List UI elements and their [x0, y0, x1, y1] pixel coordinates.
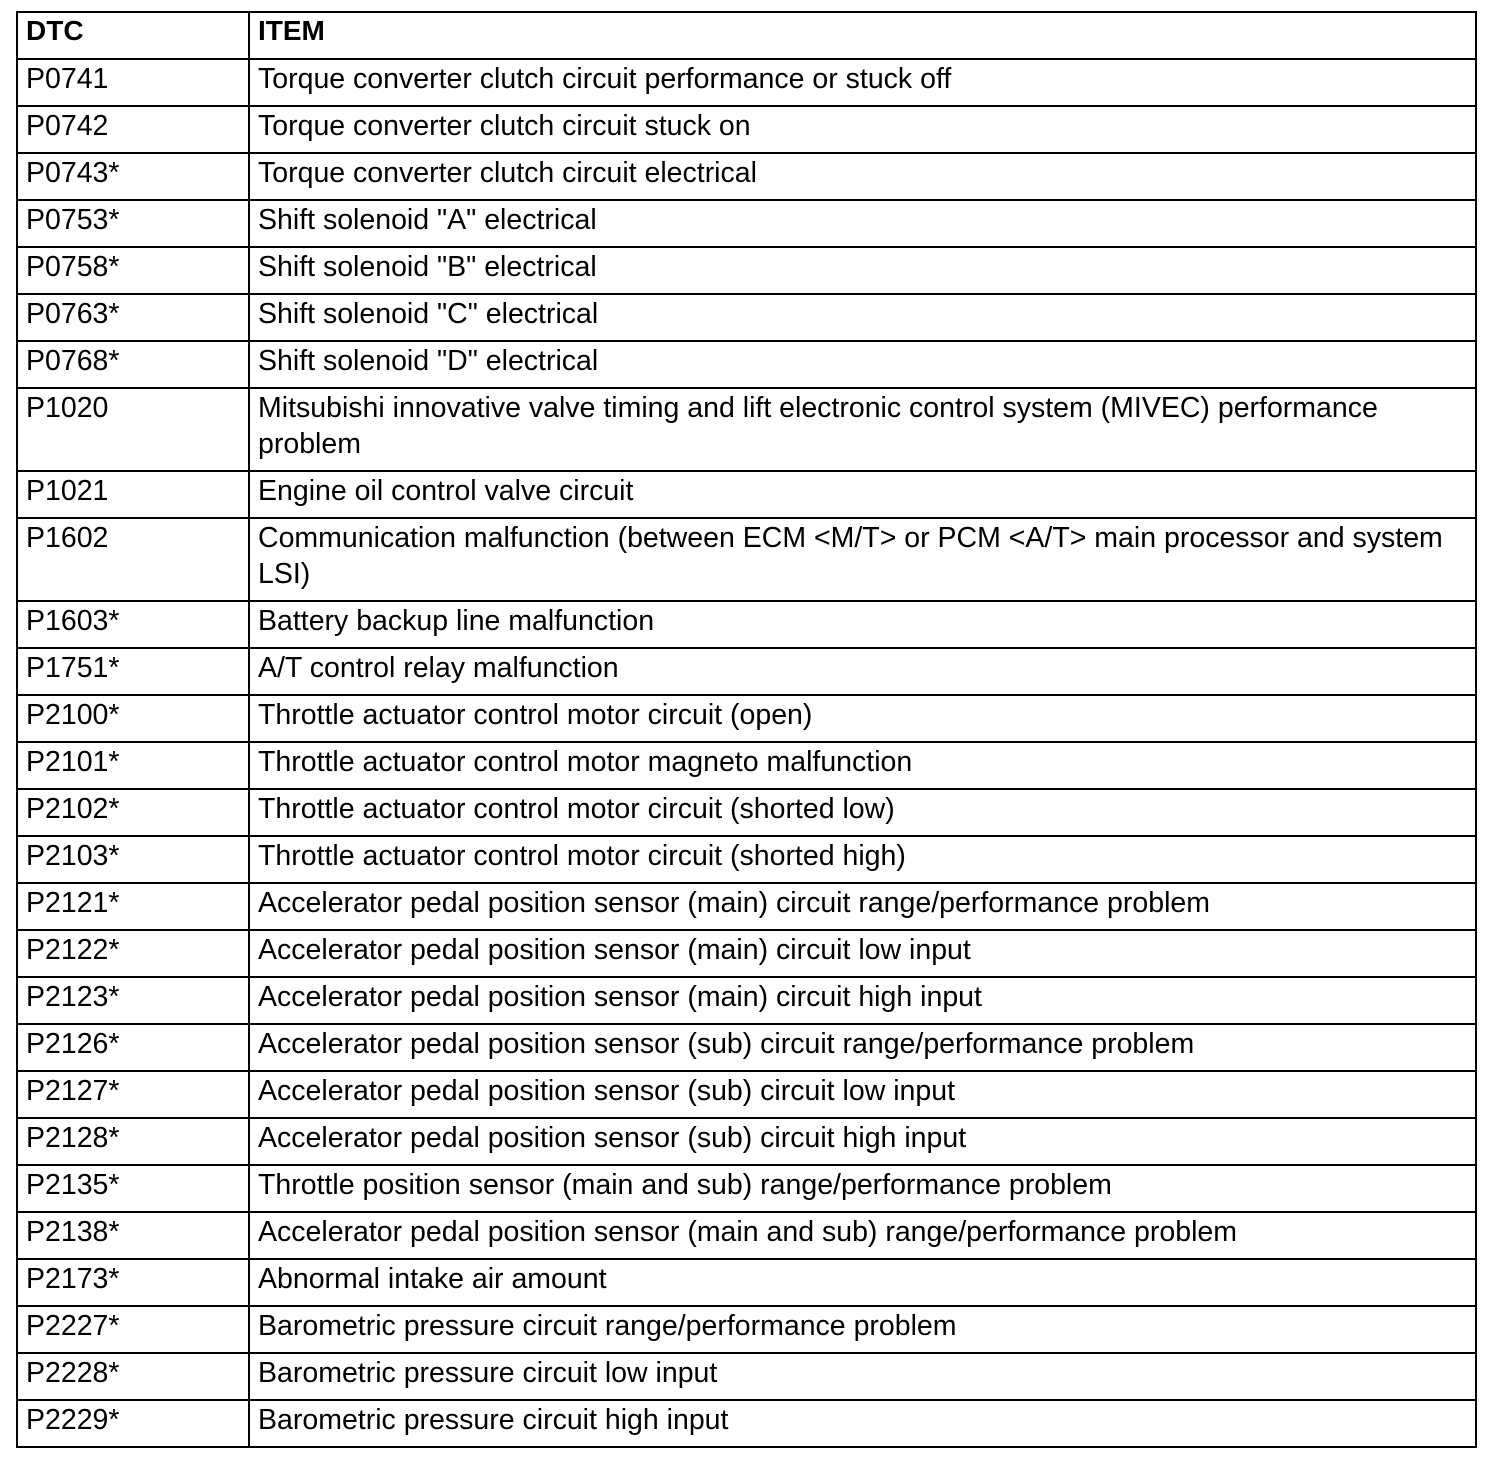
- dtc-code: P0741: [17, 59, 249, 106]
- column-header-item: ITEM: [249, 12, 1476, 59]
- table-row: [17, 789, 1476, 836]
- table-row: [17, 1071, 1476, 1118]
- dtc-code: P2123*: [17, 977, 249, 1024]
- dtc-item: Throttle actuator control motor circuit (open): [249, 695, 1476, 742]
- dtc-item: Throttle actuator control motor circuit (shorted high): [249, 836, 1476, 883]
- dtc-item: Shift solenoid "C" electrical: [249, 294, 1476, 341]
- dtc-item: Shift solenoid "B" electrical: [249, 247, 1476, 294]
- dtc-code: P1021: [17, 471, 249, 518]
- table-row: [17, 977, 1476, 1024]
- dtc-code: P2100*: [17, 695, 249, 742]
- dtc-item: Accelerator pedal position sensor (main) circuit high input: [249, 977, 1476, 1024]
- dtc-item: Accelerator pedal position sensor (main and sub) range/performance problem: [249, 1212, 1476, 1259]
- table-row: [17, 1118, 1476, 1165]
- dtc-code: P1020: [17, 388, 249, 471]
- dtc-item: Accelerator pedal position sensor (sub) circuit low input: [249, 1071, 1476, 1118]
- dtc-code: P2103*: [17, 836, 249, 883]
- dtc-item: Battery backup line malfunction: [249, 601, 1476, 648]
- dtc-code: P0753*: [17, 200, 249, 247]
- table-row: [17, 106, 1476, 153]
- dtc-item: Shift solenoid "D" electrical: [249, 341, 1476, 388]
- dtc-code: P0758*: [17, 247, 249, 294]
- dtc-code: P1751*: [17, 648, 249, 695]
- dtc-code: P2121*: [17, 883, 249, 930]
- dtc-item: Barometric pressure circuit low input: [249, 1353, 1476, 1400]
- dtc-item: Barometric pressure circuit high input: [249, 1400, 1476, 1447]
- table-row: [17, 1165, 1476, 1212]
- dtc-code: P2127*: [17, 1071, 249, 1118]
- dtc-item: Accelerator pedal position sensor (main) circuit range/performance problem: [249, 883, 1476, 930]
- column-header-dtc: DTC: [17, 12, 249, 59]
- table-row: [17, 648, 1476, 695]
- dtc-code: P2228*: [17, 1353, 249, 1400]
- dtc-code: P0743*: [17, 153, 249, 200]
- dtc-item: Accelerator pedal position sensor (main) circuit low input: [249, 930, 1476, 977]
- table-row: [17, 518, 1476, 601]
- table-row: [17, 1024, 1476, 1071]
- dtc-code: P1603*: [17, 601, 249, 648]
- dtc-item: Barometric pressure circuit range/performance problem: [249, 1306, 1476, 1353]
- table-row: [17, 883, 1476, 930]
- dtc-item: Torque converter clutch circuit stuck on: [249, 106, 1476, 153]
- dtc-code: P2138*: [17, 1212, 249, 1259]
- table-header-row: [17, 12, 1476, 59]
- dtc-item: Torque converter clutch circuit performance or stuck off: [249, 59, 1476, 106]
- dtc-item: Throttle position sensor (main and sub) range/performance problem: [249, 1165, 1476, 1212]
- table-row: [17, 200, 1476, 247]
- dtc-code: P0768*: [17, 341, 249, 388]
- table-row: [17, 471, 1476, 518]
- table-row: [17, 388, 1476, 471]
- dtc-table: [16, 11, 1477, 1448]
- dtc-code: P2128*: [17, 1118, 249, 1165]
- dtc-code: P2135*: [17, 1165, 249, 1212]
- dtc-item: Accelerator pedal position sensor (sub) circuit range/performance problem: [249, 1024, 1476, 1071]
- dtc-item: Shift solenoid "A" electrical: [249, 200, 1476, 247]
- dtc-code: P2227*: [17, 1306, 249, 1353]
- dtc-item: Torque converter clutch circuit electrical: [249, 153, 1476, 200]
- table-row: [17, 1400, 1476, 1447]
- table-row: [17, 695, 1476, 742]
- table-row: [17, 59, 1476, 106]
- dtc-item: Abnormal intake air amount: [249, 1259, 1476, 1306]
- dtc-item: Communication malfunction (between ECM <M/T> or PCM <A/T> main processor and system LSI): [249, 518, 1476, 601]
- dtc-item: Engine oil control valve circuit: [249, 471, 1476, 518]
- dtc-code: P1602: [17, 518, 249, 601]
- table-row: [17, 742, 1476, 789]
- table-row: [17, 247, 1476, 294]
- dtc-code: P0742: [17, 106, 249, 153]
- dtc-code: P0763*: [17, 294, 249, 341]
- dtc-item: Throttle actuator control motor magneto malfunction: [249, 742, 1476, 789]
- dtc-code: P2122*: [17, 930, 249, 977]
- table-row: [17, 1306, 1476, 1353]
- dtc-code: P2229*: [17, 1400, 249, 1447]
- table-row: [17, 1353, 1476, 1400]
- dtc-item: Mitsubishi innovative valve timing and lift electronic control system (MIVEC) performance problem: [249, 388, 1476, 471]
- table-row: [17, 601, 1476, 648]
- dtc-code: P2173*: [17, 1259, 249, 1306]
- table-row: [17, 836, 1476, 883]
- dtc-item: A/T control relay malfunction: [249, 648, 1476, 695]
- dtc-code: P2101*: [17, 742, 249, 789]
- dtc-code: P2126*: [17, 1024, 249, 1071]
- dtc-item: Accelerator pedal position sensor (sub) circuit high input: [249, 1118, 1476, 1165]
- table-row: [17, 1212, 1476, 1259]
- table-row: [17, 153, 1476, 200]
- table-row: [17, 341, 1476, 388]
- dtc-code: P2102*: [17, 789, 249, 836]
- table-row: [17, 294, 1476, 341]
- table-row: [17, 930, 1476, 977]
- dtc-item: Throttle actuator control motor circuit (shorted low): [249, 789, 1476, 836]
- table-row: [17, 1259, 1476, 1306]
